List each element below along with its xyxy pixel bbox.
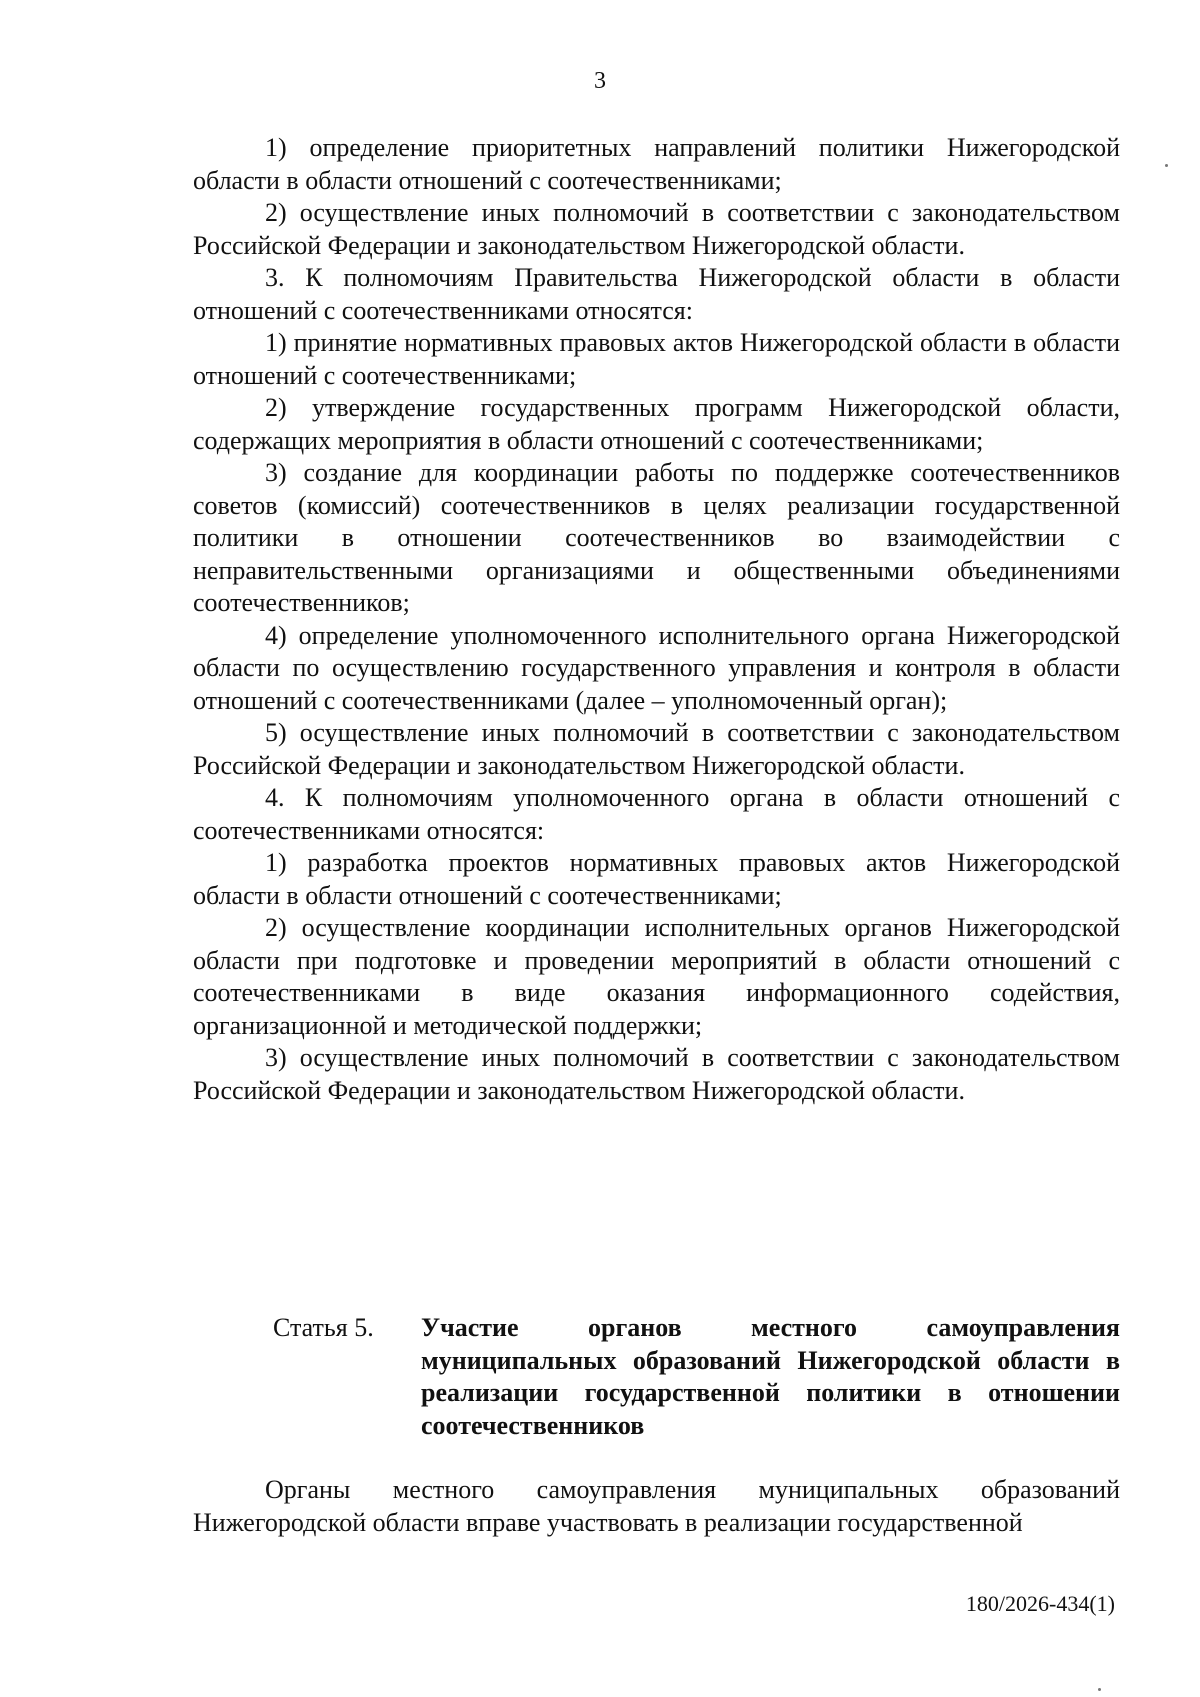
scan-speck — [1165, 164, 1168, 167]
paragraph: 3) создание для координации работы по поддержке соотечественников советов (комиссий) соотечественников в целях реализации государственной политики в отношении соотечественников во взаимодействии с неправительственными организациями и общественными объединениями соотечественников; — [193, 458, 1120, 617]
article-label: Статья 5. — [273, 1313, 374, 1342]
paragraph: Органы местного самоуправления муниципальных образований Нижегородской области вправе участвовать в реализации государственной — [193, 1475, 1120, 1537]
paragraph: 4) определение уполномоченного исполнительного органа Нижегородской области по осуществлению государственного управления и контроля в области отношений с соотечественниками (далее – уполномоченный орган); — [193, 620, 1120, 715]
document-code: 180/2026-434(1) — [965, 1591, 1115, 1616]
paragraph: 4. К полномочиям уполномоченного органа в области отношений с соотечественниками относятся: — [193, 783, 1120, 845]
body-text — [193, 132, 1120, 1107]
paragraph: 2) утверждение государственных программ Нижегородской области, содержащих мероприятия в области отношений с соотечественниками; — [193, 393, 1120, 455]
page-number: 3 — [594, 68, 606, 94]
paragraph: 3) осуществление иных полномочий в соответствии с законодательством Российской Федерации и законодательством Нижегородской области. — [193, 1043, 1120, 1105]
article-title: Участие органов местного самоуправления муниципальных образований Нижегородской области в реализации государственной политики в отношении соотечественников — [421, 1313, 1120, 1440]
paragraph: 3. К полномочиям Правительства Нижегородской области в области отношений с соотечественниками относятся: — [193, 263, 1120, 325]
paragraph: 2) осуществление иных полномочий в соответствии с законодательством Российской Федерации и законодательством Нижегородской области. — [193, 198, 1120, 260]
paragraph: 1) разработка проектов нормативных правовых актов Нижегородской области в области отношений с соотечественниками; — [193, 848, 1120, 910]
scan-speck — [1098, 1688, 1101, 1691]
article-body — [193, 1474, 1120, 1539]
paragraph: 1) определение приоритетных направлений политики Нижегородской области в области отношений с соотечественниками; — [193, 133, 1120, 195]
paragraph: 5) осуществление иных полномочий в соответствии с законодательством Российской Федерации и законодательством Нижегородской области. — [193, 718, 1120, 780]
paragraph: 2) осуществление координации исполнительных органов Нижегородской области при подготовке и проведении мероприятий в области отношений с соотечественниками в виде оказания информационного содействия, организационной и методической поддержки; — [193, 913, 1120, 1040]
paragraph: 1) принятие нормативных правовых актов Нижегородской области в области отношений с соотечественниками; — [193, 328, 1120, 390]
